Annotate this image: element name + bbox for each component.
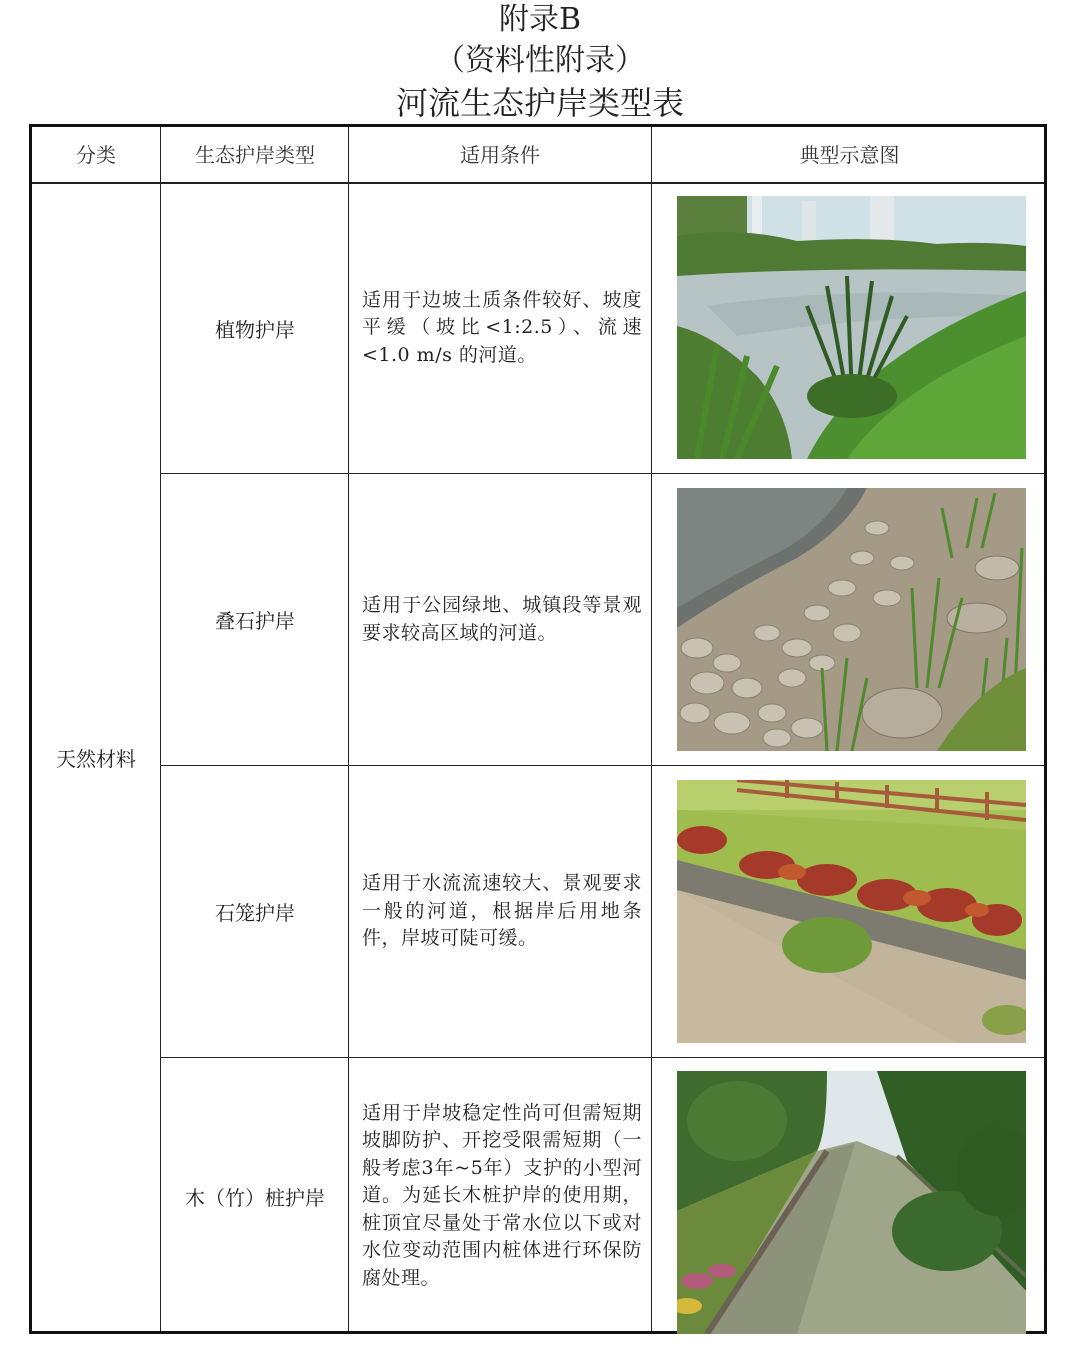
type-cell: 木（竹）桩护岸 (185, 1185, 325, 1210)
stone-bank-photo-icon (677, 488, 1026, 751)
condition-cell: 适用于岸坡稳定性尚可但需短期坡脚防护、开挖受限需短期（一般考虑3年~5年）支护的小型河道。为延长木桩护岸的使用期，桩顶宜尽量处于常水位以下或对水位变动范围内桩体进行环保防腐处理。 (362, 1101, 642, 1289)
gabion-bank-photo-icon (677, 780, 1026, 1043)
header-condition: 适用条件 (460, 143, 540, 167)
column-divider (651, 127, 652, 1331)
appendix-label: 附录B (498, 2, 582, 37)
type-cell: 植物护岸 (215, 317, 295, 342)
type-cell: 叠石护岸 (215, 609, 295, 633)
appendix-type: （资料性附录） (435, 43, 645, 78)
condition-cell: 适用于水流流速较大、景观要求一般的河道，根据岸后用地条件，岸坡可陡可缓。 (362, 872, 642, 950)
header-category: 分类 (76, 143, 116, 167)
header-diagram: 典型示意图 (799, 143, 900, 167)
bank-type-table (29, 124, 1047, 1334)
timber-pile-canal-photo-icon (677, 1071, 1026, 1334)
category-cell: 天然材料 (56, 746, 136, 771)
type-cell: 石笼护岸 (215, 901, 295, 925)
condition-cell: 适用于公园绿地、城镇段等景观要求较高区域的河道。 (362, 594, 642, 644)
table-title: 河流生态护岸类型表 (395, 84, 684, 122)
river-plants-photo-icon (677, 196, 1026, 459)
condition-cell: 适用于边坡土质条件较好、坡度平缓（坡比<1:2.5）、流速<1.0 m/s 的河道。 (362, 288, 642, 366)
header-type: 生态护岸类型 (195, 143, 315, 167)
